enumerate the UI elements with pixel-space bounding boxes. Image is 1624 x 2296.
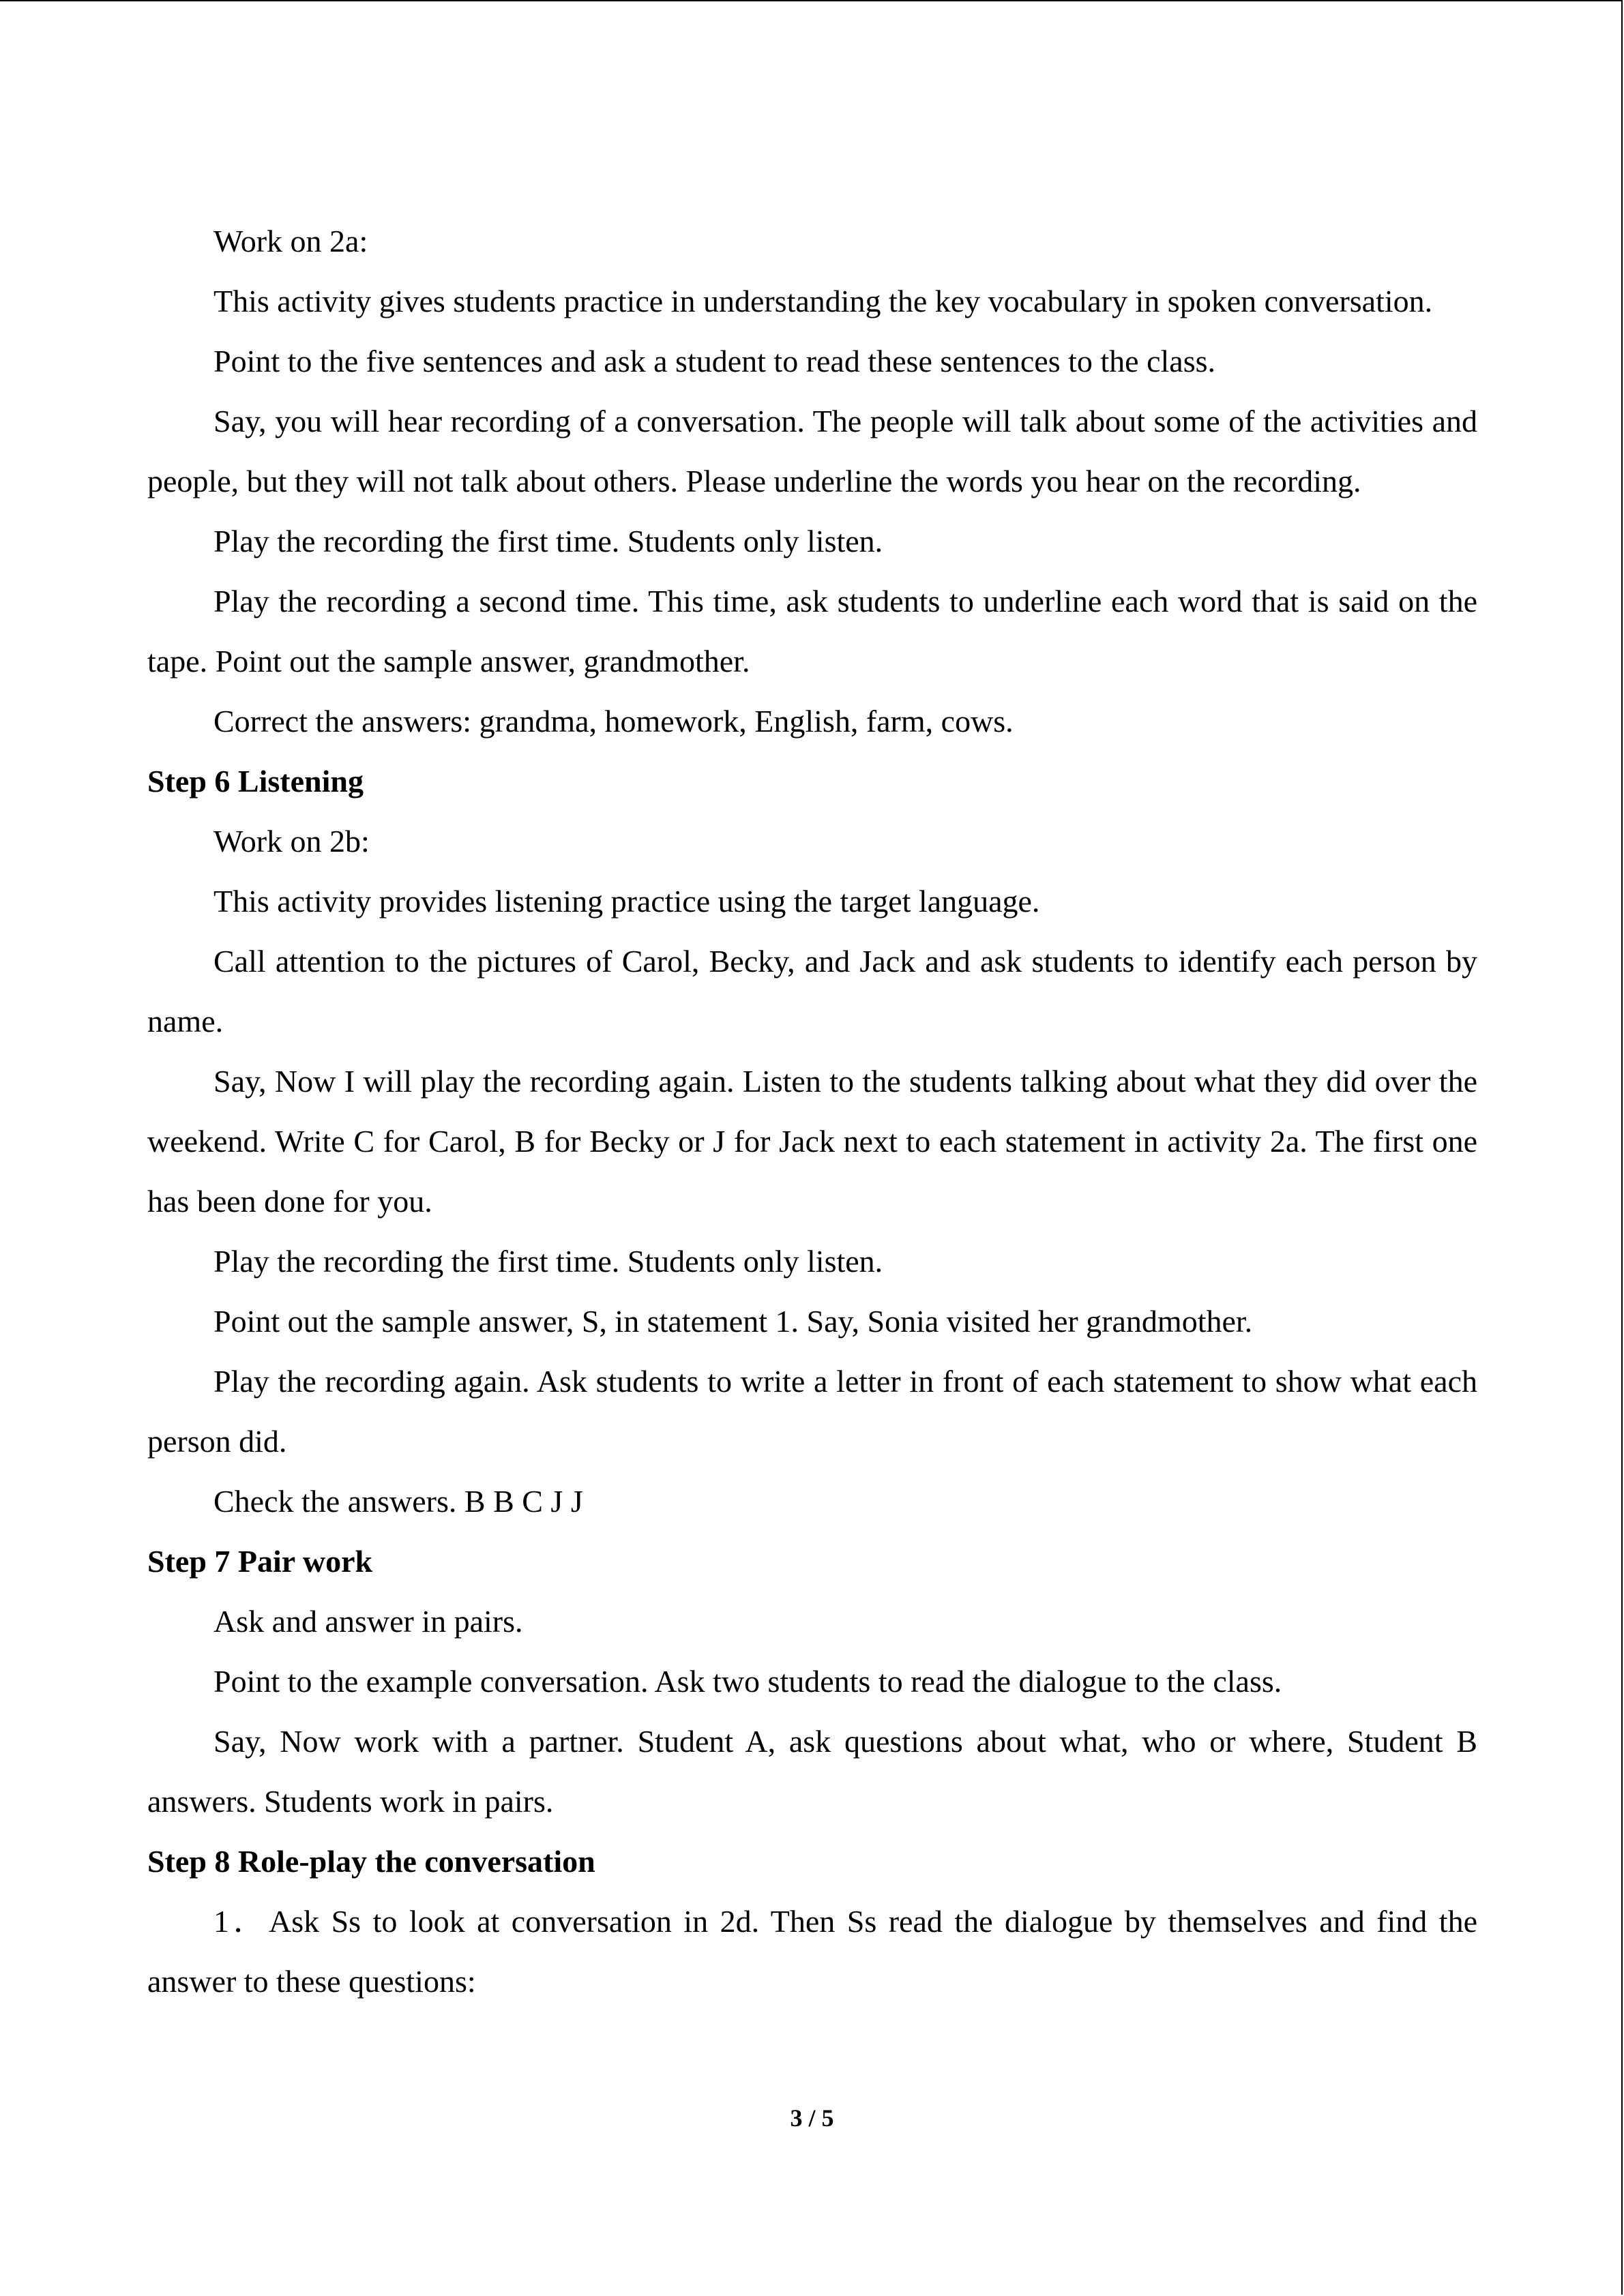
paragraph: Play the recording the first time. Students only listen. bbox=[213, 1244, 883, 1279]
paragraph: This activity provides listening practice using the target language. bbox=[213, 884, 1040, 919]
paragraph: Point out the sample answer, S, in statement 1. Say, Sonia visited her grandmother. bbox=[213, 1304, 1253, 1339]
paragraph: Work on 2b: bbox=[213, 824, 370, 859]
section-heading: Step 6 Listening bbox=[147, 764, 364, 799]
paragraph: Correct the answers: grandma, homework, English, farm, cows. bbox=[213, 704, 1014, 739]
paragraph: Play the recording a second time. This time, ask students to underline each word that is said on the tape. Point out the sample answer, grandmother. bbox=[147, 584, 1477, 679]
paragraph: Say, Now work with a partner. Student A, ask questions about what, who or where, Student B answers. Students work in pairs. bbox=[147, 1724, 1477, 1819]
paragraph: Say, Now I will play the recording again. Listen to the students talking about what they did over the weekend. Write C for Carol, B for Becky or J for Jack next to each statement in activity 2a. The first one has been done for you. bbox=[147, 1064, 1477, 1219]
page-number: 3 / 5 bbox=[790, 2104, 834, 2132]
paragraph: Say, you will hear recording of a conversation. The people will talk about some of the activities and people, but they will not talk about others. Please underline the words you hear on the recording. bbox=[147, 404, 1477, 498]
paragraph: Point to the five sentences and ask a student to read these sentences to the class. bbox=[213, 344, 1216, 378]
paragraph: This activity gives students practice in understanding the key vocabulary in spoken conversation. bbox=[213, 284, 1433, 318]
paragraph: Work on 2a: bbox=[213, 224, 368, 258]
paragraph: 1．Ask Ss to look at conversation in 2d. Then Ss read the dialogue by themselves and find the answer to these questions: bbox=[147, 1904, 1477, 1999]
section-heading: Step 7 Pair work bbox=[147, 1544, 373, 1579]
paragraph: Ask and answer in pairs. bbox=[213, 1604, 523, 1639]
paragraph: Check the answers. B B C J J bbox=[213, 1484, 583, 1519]
paragraph: Call attention to the pictures of Carol, Becky, and Jack and ask students to identify each person by name. bbox=[147, 944, 1477, 1039]
paragraph: Point to the example conversation. Ask two students to read the dialogue to the class. bbox=[213, 1664, 1282, 1699]
section-heading: Step 8 Role-play the conversation bbox=[147, 1844, 595, 1879]
document-body bbox=[147, 211, 1477, 2012]
paragraph: Play the recording the first time. Students only listen. bbox=[213, 524, 883, 558]
paragraph: Play the recording again. Ask students to write a letter in front of each statement to show what each person did. bbox=[147, 1364, 1477, 1459]
